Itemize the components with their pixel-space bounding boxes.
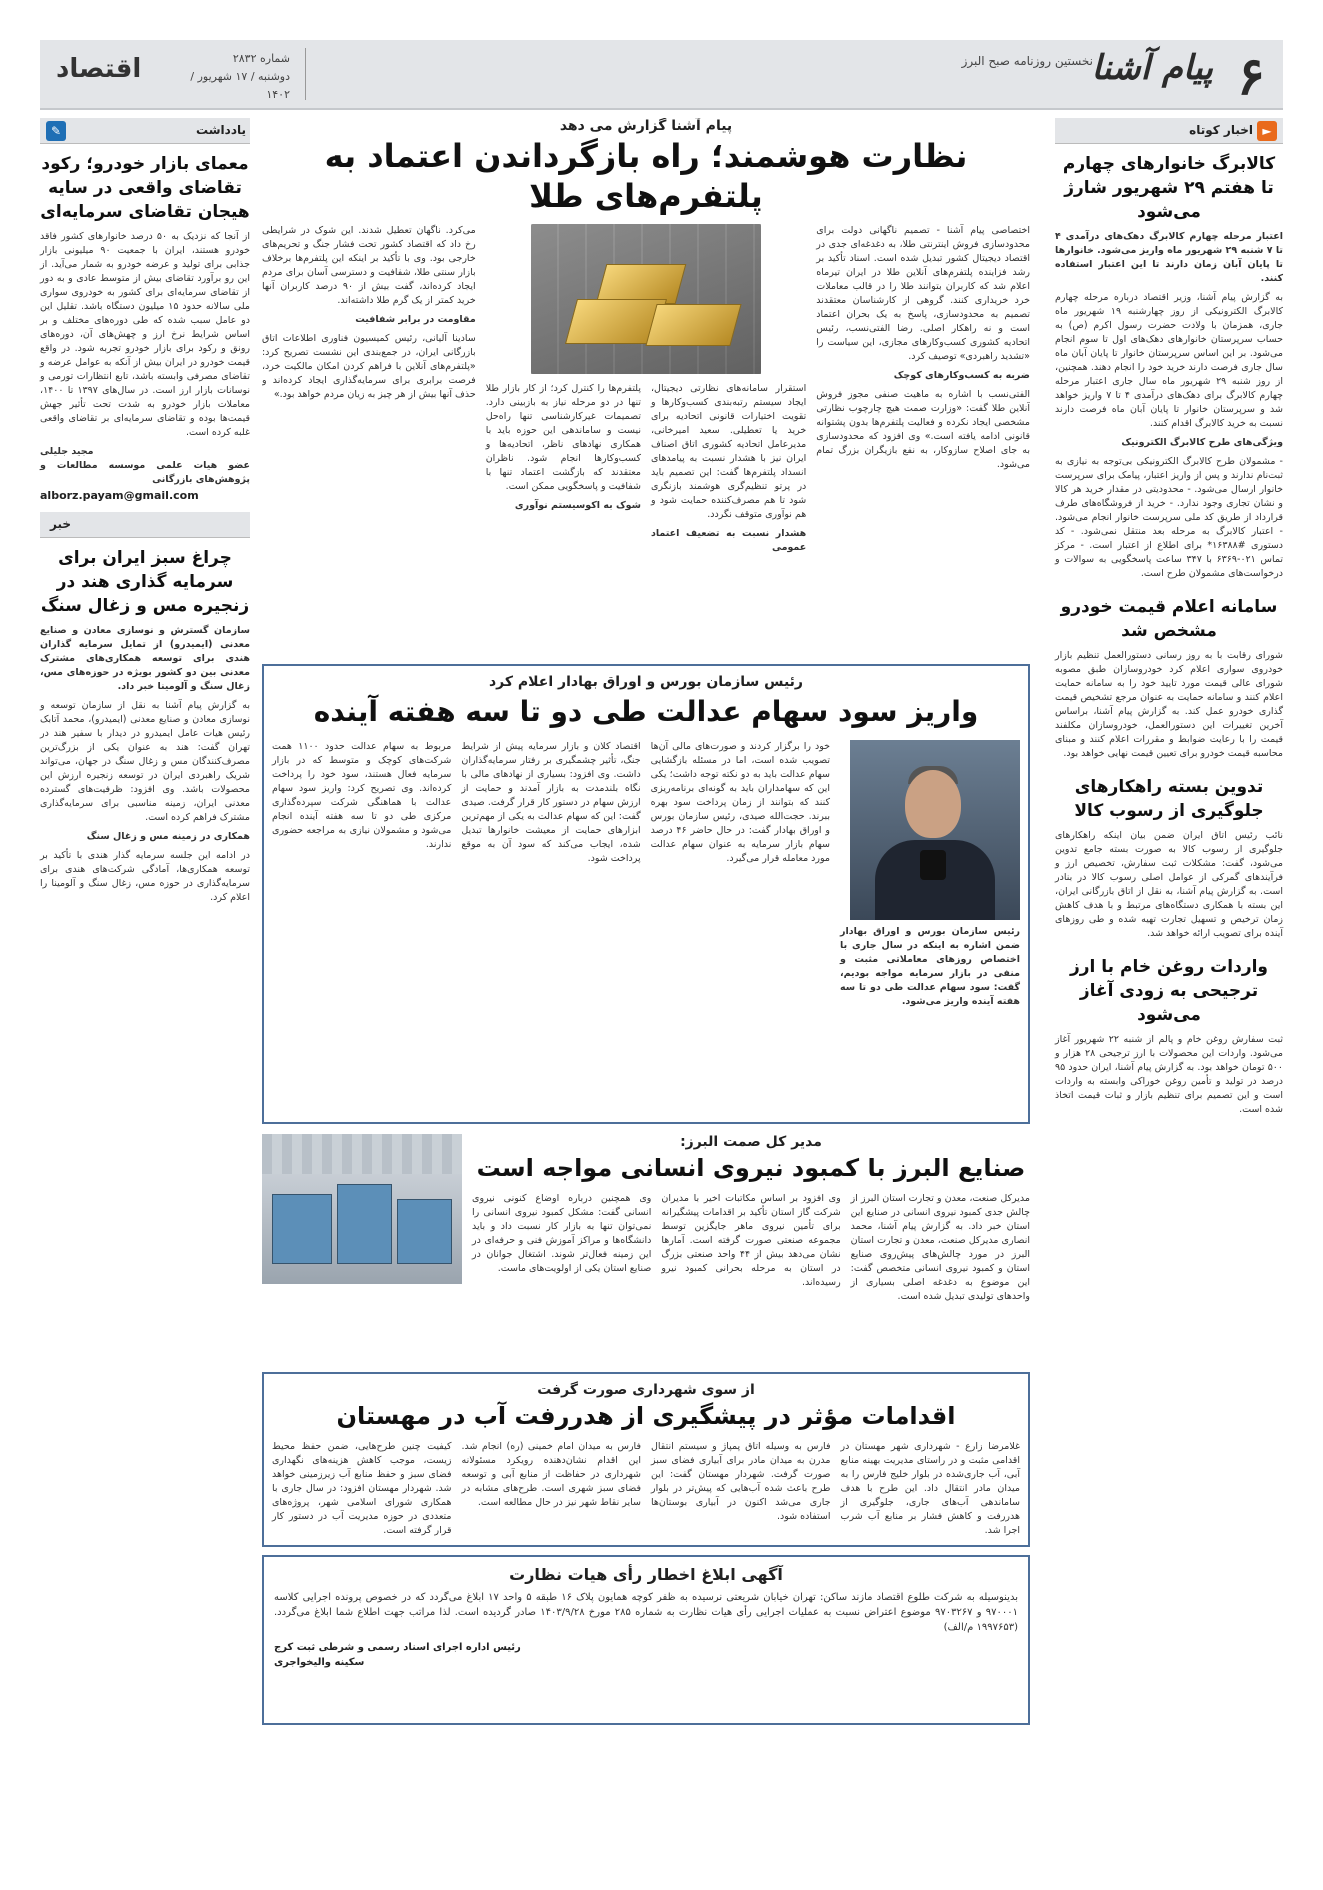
story-body-kalabarg: به گزارش پیام آشنا، وزیر اقتصاد درباره مرحله چهارم کالابرگ الکترونیکی از روز چهارشنبه ۱۹ شهریور ماه جاری، همزمان با ولادت حضرت رسول اکرم (ص) به حساب سرپرستان خانوارهای دهک‌های اول تا سوم انجام می‌شود. بر این اساس سرپرستان خانوار تا پایان آبان ماه سال جاری فرصت دارند خرید خود را انجام دهند. همچنین، از روز شنبه ۲۹ شهریور ماه سال جاری اعتبار مرحله چهارم کالابرگ برای دهک‌های درآمدی ۴ تا ۷ واریز خواهد شد و سرپرستان خانوار تا پایان آبان ماه فرصت دارند نسبت به خرید کالابرگ اقدام کنند. bbox=[1055, 292, 1284, 429]
gold-col4-text: می‌کرد. ناگهان تعطیل شدند. این شوک در شرایطی رخ داد که اقتصاد کشور تحت فشار جنگ و تحریم‌های خارجی بود. وی با تأکید بر اینکه این پلتفرم‌ها برخلاف بازار سنتی طلا، شفافیت و دسترسی آسان برای مردم ایجاد کرده‌اند، گفت بیش از ۹۰ درصد کاربران آنها خرید کمتر از یک گرم طلا داشته‌اند. bbox=[262, 225, 476, 306]
news-label: خبر bbox=[50, 517, 72, 531]
main-column bbox=[262, 118, 1030, 1725]
dividend-col2-text: اقتصاد کلان و بازار سرمایه پیش از شرایط جنگ، تأثیر چشمگیری بر رفتار سرمایه‌گذاران داشت. وی افزود: بسیاری از نهادهای مالی با نگاه بلندمدت به بازار آمدند و حمایت از ارزش سهام در دستور کار قرار گرفت. صیدی گفت: این که سهام عدالت به یکی از مهم‌ترین ابزارهای حمایت از معیشت خانوارها تبدیل شده، ایجاب می‌کند که سود آن به موقع پرداخت شود. bbox=[461, 741, 641, 864]
alborz-headline: صنایع البرز با کمبود نیروی انسانی مواجه است bbox=[476, 1154, 1026, 1182]
section-title: اقتصاد bbox=[56, 54, 142, 84]
author-email: alborz.payam@gmail.com bbox=[40, 489, 199, 502]
mahestan-col-2 bbox=[651, 1440, 831, 1543]
gold-story-headline: نظارت هوشمند؛ راه بازگرداندن اعتماد به پلتفرم‌های طلا bbox=[324, 137, 968, 215]
story-subbody-kalabarg: - مشمولان طرح کالابرگ الکترونیکی بی‌توجه به نیازی به ثبت‌نام ندارند و پس از واریز اعتبار، پیامک برای سرپرست خانوار ارسال می‌شود. - محدودیتی در مقدار خرید هر کالا و نشان تجاری وجود ندارد. - خرید از فروشگاه‌های طرف قرارداد از طریق کد ملی سرپرست خانوار انجام می‌شود. - اعتبار کالابرگ به مرحله بعد منتقل نمی‌شود. - کد دستوری #۱۶۳۸۸* برای اطلاع از اعتبار است. - مرکز تماس ۰۲۱-۶۳۶۹ با ۳۴۷ ساعت پاسخگویی به سوالات و درخواست‌های مشمولان طرح است. bbox=[1055, 456, 1284, 579]
notice-title: آگهی ابلاغ اخطار رأی هیات نظارت bbox=[509, 1565, 783, 1584]
dividend-story bbox=[262, 664, 1030, 1124]
gold-col3-subtitle: شوک به اکوسیستم نوآوری bbox=[514, 500, 641, 511]
story-title-crude-oil: واردات روغن خام با ارز ترجیحی به زودی آغاز می‌شود bbox=[1069, 957, 1268, 1025]
story-lead-kalabarg: اعتبار مرحله چهارم کالابرگ دهک‌های درآمدی ۴ تا ۷ شنبه ۲۹ شهریور ماه واریز می‌شود. خانوارها تا پایان آبان زمان دارند تا این اعتبار استفاده کنند. bbox=[1055, 231, 1283, 284]
story-body-crude-oil: ثبت سفارش روغن خام و پالم از شنبه ۲۲ شهریور آغاز می‌شود. واردات این محصولات با ارز ترجیحی ۲۸ هزار و ۵۰۰ تومان خواهد بود. به گزارش پیام آشنا، ایران حدود ۹۵ درصد در تولید و تأمین روغن خوراکی وابسته به واردات است و این تصمیم برای تنظیم بازار و ثبات قیمت اتخاذ شده است. bbox=[1055, 1034, 1283, 1115]
megaphone-icon: ► bbox=[1257, 121, 1277, 141]
dividend-col3-text: مربوط به سهام عدالت حدود ۱۱۰۰ همت شرکت‌های کوچک و متوسط که در بازار سرمایه فعال هستند، سود خود را پرداخت کرده‌اند. وی تصریح کرد: واریز سود سهام عدالت با هماهنگی شرکت سپرده‌گذاری مرکزی طی دو تا سه هفته آینده انجام می‌شود و مشمولان نیازی به مراجعه حضوری ندارند. bbox=[272, 741, 452, 850]
opinion-label: یادداشت bbox=[196, 123, 246, 137]
news-tab bbox=[40, 512, 250, 538]
india-news-title: چراغ سبز ایران برای سرمایه گذاری هند در زنجیره مس و زغال سنگ bbox=[40, 548, 250, 616]
issue-date: دوشنبه / ۱۷ شهریور / ۱۴۰۲ bbox=[190, 70, 290, 101]
gold-story-kicker: پیام آشنا گزارش می دهد bbox=[559, 118, 733, 134]
issue-meta bbox=[170, 50, 290, 104]
alborz-col3-text: وی همچنین درباره اوضاع کنونی نیروی انسانی گفت: مشکل کمبود نیروی انسانی را نمی‌توان تنها به بازار کار نسبت داد و باید دانشگاه‌ها و مراکز آموزش فنی و حرفه‌ای در این زمینه فعال‌تر شوند. اشتغال جوانان در صنایع استان یکی از اولویت‌های ماست. bbox=[472, 1193, 652, 1274]
gold-bars-photo bbox=[531, 224, 761, 374]
gold-col1b-text: الفتی‌نسب با اشاره به ماهیت صنفی مجوز فروش آنلاین طلا گفت: «وزارت صمت هیچ چارچوب نظارتی مشخصی ایجاد نکرده و فعالیت پلتفرم‌ها بدون پشتوانه قانونی ادامه یافته است.» وی افزود که محدودسازی به جای اصلاح سازوکار، به نفع بازیگران بزرگ تمام می‌شود. bbox=[816, 389, 1030, 470]
alborz-col-3 bbox=[472, 1192, 651, 1309]
gold-col3-text: پلتفرم‌ها را کنترل کرد؛ از کار بازار طلا تنها در دو مرحله نیاز به بازبینی دارد. تصمیمات غیرکارشناسی تنها راه‌حل نیست و ساماندهی این حوزه باید با همکاری نهادهای ناظر، اتحادیه‌ها و کسب‌وکارها انجام شود. ناظران معتقدند که بازگشت اعتماد تنها با شفافیت و پاسخگویی ممکن است. bbox=[485, 383, 641, 492]
story-body-car-price: شورای رقابت با به روز رسانی دستورالعمل تنظیم بازار خودروی سواری اعلام کرد خودروسازان طبق مصوبه شورای عالی قیمت مورد تایید خود را به سامانه حمایت اعلام کنند و سامانه حمایت به عنوان مرجع تشخیص قیمت گذاری خودرو عمل کند. به گزارش پیام آشنا، براساس آخرین تغییرات این دستورالعمل، خودروسازان مکلفند قیمت را با رعایت ضوابط و مقررات اعلام کنند و مبنای محاسبه قیمت خودرو برای تعیین قیمت نهایی خواهد بود. bbox=[1055, 650, 1283, 759]
gold-col4-subtitle: مقاومت در برابر شفافیت bbox=[355, 314, 476, 325]
mahestan-col4-text: کیفیت چنین طرح‌هایی، ضمن حفظ محیط زیست، موجب کاهش هزینه‌های نگهداری فضای سبز و حفظ منابع آب زیرزمینی خواهد شد. شهردار مهستان افزود: در سال جاری با همکاری شورای اسلامی شهر، پروژه‌های متعددی در حوزه مدیریت آب در دستور کار قرار گرفته است. bbox=[272, 1441, 452, 1536]
gold-story-center bbox=[486, 224, 807, 560]
alborz-col-1 bbox=[851, 1192, 1030, 1309]
mahestan-kicker: از سوی شهرداری صورت گرفت bbox=[537, 1382, 755, 1398]
mahestan-col3-text: فارس به میدان امام خمینی (ره) انجام شد. این اقدام نشان‌دهنده رویکرد مسئولانه شهرداری در حفاظت از منابع آبی و توسعه فضای سبز شهری است. طرح‌های مشابه در سایر نقاط شهر نیز در حال مطالعه است. bbox=[461, 1441, 641, 1508]
dividend-col-3 bbox=[272, 740, 451, 1014]
gold-platform-story bbox=[262, 118, 1030, 658]
mahestan-water-story bbox=[262, 1372, 1030, 1547]
india-news-lead: سازمان گسترش و نوسازی معادن و صنایع معدنی (ایمیدرو) از تمایل سرمایه گذاران هندی برای توسعه همکاری‌های مشترک معدنی بین دو کشور بویژه در حوزه‌های مس، زغال سنگ و آلومینا خبر داد. bbox=[40, 625, 250, 692]
factory-photo bbox=[262, 1134, 462, 1284]
story-title-kalabarg: کالابرگ خانوارهای چهارم تا هفتم ۲۹ شهریور شارژ می‌شود bbox=[1062, 154, 1276, 222]
gold-col4b-text: سادینا آلیانی، رئیس کمیسیون فناوری اطلاعات اتاق بازرگانی ایران، در جمع‌بندی این نشست تصریح کرد: «پلتفرم‌های آنلاین با فراهم کردن امکان مالکیت خرد، فرصت برابری برای سرمایه‌گذاری ایجاد کرده‌اند و حذف آنها بیش از هر چیز به زیان مردم خواهد بود.» bbox=[262, 333, 476, 400]
note-author: مجید جلیلی bbox=[40, 446, 94, 457]
masthead-divider bbox=[305, 48, 306, 100]
short-news-sidebar bbox=[1055, 118, 1283, 1122]
mahestan-col-3 bbox=[462, 1440, 642, 1543]
opinion-tab bbox=[40, 118, 250, 144]
mahestan-headline: اقدامات مؤثر در پیشگیری از هدررفت آب در مهستان bbox=[336, 1402, 956, 1430]
legal-notice bbox=[262, 1555, 1030, 1725]
masthead bbox=[40, 40, 1283, 110]
mahestan-col-4 bbox=[272, 1440, 452, 1543]
mahestan-col-1 bbox=[841, 1440, 1021, 1543]
note-author-org: عضو هیات علمی موسسه مطالعات و پژوهش‌های بازرگانی bbox=[40, 460, 250, 485]
notice-signature-office: رئیس اداره اجرای اسناد رسمی و شرطی ثبت کرج bbox=[274, 1642, 521, 1653]
gold-story-col-2 bbox=[651, 382, 806, 560]
dividend-headline: واریز سود سهام عدالت طی دو تا سه هفته آینده bbox=[313, 695, 979, 728]
note-title: معمای بازار خودرو؛ رکود تقاضای واقعی در سایه هیجان تقاضای سرمایه‌ای bbox=[40, 154, 250, 222]
gold-col2-subtitle: هشدار نسبت به تضعیف اعتماد عمومی bbox=[650, 528, 807, 553]
alborz-col2-text: وی افزود بر اساس مکاتبات اخیر با مدیران شرکت گاز استان تأکید بر اقدامات پیشگیرانه برای تأمین نیروی ماهر جایگزین توسط مجموعه صنعتی صورت گرفته است. آمارها نشان می‌دهد بیش از ۴۴ واحد صنعتی بزرگ در استان به مرحله بحرانی کمبود نیرو رسیده‌اند. bbox=[661, 1193, 841, 1288]
note-body: از آنجا که نزدیک به ۵۰ درصد خانوارهای کشور فاقد خودرو هستند، ایران با جمعیت ۹۰ میلیونی بازار جذابی برای تولید و عرضه خودرو به شمار می‌آید. از این رو برآورد تقاضای بیش از متوسط عادی و به دور از تقاضای سرمایه‌ای برای کشور به خودروی سواری ملی سالانه حدود ۱۵ میلیون دستگاه باشد. تقلیل این دو عامل سبب شده که طی دوره‌های مختلف و بر اساس شرایط نرخ ارز و چهش‌های آن، دوره‌های رونق و رکود برای بازار خودرو تجربه شود. در واقع قیمت خودرو در ایران بیش از آنکه به عوامل عرضه و تقاضای مصرفی وابسته باشد، تابع انتظارات تورمی و نوسانات بازار ارز است. در سال‌های ۱۳۹۷ تا ۱۴۰۰، معاملات بازار خودرو به شدت تحت تأثیر جهش قیمت‌ها بوده و تقاضای سرمایه‌ای بر تقاضای واقعی غلبه کرده است. bbox=[40, 231, 251, 438]
short-news-tab bbox=[1055, 118, 1283, 144]
dividend-photo-column bbox=[840, 740, 1020, 1014]
alborz-kicker: مدیر کل صمت البرز: bbox=[680, 1134, 822, 1150]
short-news-label: اخبار کوتاه bbox=[1189, 123, 1253, 137]
dividend-col1-text: خود را برگزار کردند و صورت‌های مالی آن‌ها تصویب شده است، اما در مسئله بازگشایی سهام عدالت باید به دو نکته توجه داشت؛ یکی این که سهامداران باید به گونه‌ای برنامه‌ریزی کنند که بتوانند از زمان پرداخت سود بهره ببرند. حجت‌الله صیدی، رئیس سازمان بورس و اوراق بهادار گفت: در حال حاضر ۴۶ درصد سهام بازار سرمایه به عنوان سهام عدالت مورد معامله قرار می‌گیرد. bbox=[650, 741, 830, 864]
notepad-icon: ✎ bbox=[46, 121, 66, 141]
notice-body: بدینوسیله به شرکت طلوع اقتصاد مازند ساکن: تهران خیابان شریعتی نرسیده به ظفر کوچه همایون پلاک ۱۶ طبقه ۵ واحد ۱۷ ابلاغ می‌گردد که در خصوص پرونده اجرایی کلاسه ۹۷۰۰۰۱ و ۹۷۰۳۲۶۷ موضوع اعتراض نسبت به عملیات اجرایی رأی هیات نظارت به شماره ۲۸۵ مورخ ۱۴۰۳/۹/۲۸ صادر گردیده است. لذا مراتب جهت اطلاع شما ابلاغ می‌گردد. (۱۹۹۷۶۵۳ م/الف) bbox=[274, 1592, 1019, 1633]
alborz-story-text bbox=[472, 1134, 1030, 1309]
newspaper-logo: پیام آشنا bbox=[1091, 48, 1213, 88]
alborz-industry-story bbox=[262, 1134, 1030, 1364]
official-portrait-photo bbox=[850, 740, 1020, 920]
story-subtitle-kalabarg: ویژگی‌های طرح کالابرگ الکترونیک bbox=[1121, 437, 1283, 448]
story-title-car-price: سامانه اعلام قیمت خودرو مشخص شد bbox=[1060, 597, 1278, 641]
india-news-body: به گزارش پیام آشنا به نقل از سازمان توسعه و نوسازی معادن و صنایع معدنی (ایمیدرو)، محمد آتابک رئیس هیات عامل ایمیدرو در دیدار با سفیر هند در تهران گفت: هند به عنوان یکی از بزرگ‌ترین مصرف‌کنندگان مس و زغال سنگ در جهان، می‌تواند شریک راهبردی ایران در توسعه زنجیره ارزش این محصولات باشد. وی افزود: ظرفیت‌های گسترده معدنی ایران، زمینه مناسبی برای سرمایه‌گذاری مشترک فراهم کرده است. bbox=[40, 700, 250, 823]
story-body-goods-deposit: نائب رئیس اتاق ایران ضمن بیان اینکه راهکارهای جلوگیری از رسوب کالا به صورت بسته جامع تدوین می‌شود، گفت: مشکلات ثبت سفارش، تخصیص ارز و فرآیندهای گمرکی از عوامل اصلی رسوب کالا در بنادر است. به گزارش پیام آشنا، به نقل از اتاق بازرگانی ایران، این بسته با همکاری دستگاه‌های مرتبط و با هدف کاهش زمان ترخیص و تسهیل تجارت تهیه شده و طی روزهای آینده برای تصویب ارائه خواهد شد. bbox=[1055, 830, 1283, 939]
newspaper-tagline: نخستین روزنامه صبح البرز bbox=[961, 54, 1093, 68]
gold-story-col-1 bbox=[816, 224, 1030, 560]
dividend-photo-caption: رئیس سازمان بورس و اوراق بهادار ضمن اشاره به اینکه در سال جاری با اختصاص روزهای معاملاتی مثبت و منفی در بازار سرمایه مواجه بودیم، گفت: سود سهام عدالت طی دو تا سه هفته آینده واریز می‌شود. bbox=[840, 926, 1020, 1007]
notice-signature-name: سکینه والیخواجری bbox=[274, 1657, 365, 1668]
gold-story-col-4 bbox=[262, 224, 476, 560]
gold-col1-subtitle: ضربه به کسب‌وکارهای کوچک bbox=[893, 370, 1030, 381]
dividend-kicker: رئیس سازمان بورس و اوراق بهادار اعلام کرد bbox=[489, 674, 803, 690]
opinion-sidebar bbox=[40, 118, 250, 910]
story-title-goods-deposit: تدوین بسته راهکارهای جلوگیری از رسوب کالا bbox=[1074, 777, 1264, 821]
india-news-subtitle: همکاری در زمینه مس و زغال سنگ bbox=[86, 831, 250, 842]
dividend-col-1 bbox=[651, 740, 830, 1014]
india-news-subbody: در ادامه این جلسه سرمایه گذار هندی با تأکید بر توسعه همکاری‌ها، آمادگی شرکت‌های هندی برای سرمایه‌گذاری در حوزه مس، زغال سنگ و آلومینا را اعلام کرد. bbox=[40, 850, 250, 903]
mahestan-col1-text: غلامرضا زارع - شهرداری شهر مهستان در اقدامی مثبت و در راستای مدیریت بهینه منابع آبی، آب جاری‌شده در بلوار خلیج فارس را به میدان مادر انتقال داد. این طرح با هدف ساماندهی آب‌های جاری، جلوگیری از هدررفت و کاهش فشار بر منابع آب شرب اجرا شد. bbox=[840, 1441, 1020, 1536]
alborz-col-2 bbox=[661, 1192, 840, 1309]
issue-number: شماره ۲۸۳۲ bbox=[232, 52, 290, 65]
gold-story-col-3 bbox=[486, 382, 641, 560]
page-number: ۶ bbox=[1237, 46, 1265, 107]
alborz-col1-text: مدیرکل صنعت، معدن و تجارت استان البرز از چالش جدی کمبود نیروی انسانی در صنایع این استان خبر داد. به گزارش پیام آشنا، محمد انصاری مدیرکل صنعت، معدن و تجارت استان البرز در مورد چالش‌های پیش‌روی صنایع استان و کمبود نیروی انسانی متخصص گفت: این موضوع به دغدغه اصلی بسیاری از واحدهای تولیدی تبدیل شده است. bbox=[850, 1193, 1030, 1302]
gold-col2-text: استقرار سامانه‌های نظارتی دیجیتال، ایجاد سیستم رتبه‌بندی کسب‌وکارها و تقویت اختیارات قانونی اتحادیه برای خرید یا تعطیلی. سعید امیرخانی، مدیرعامل اتحادیه کشوری اتاق اصناف ایران نیز با هشدار نسبت به پیامدهای انسداد پلتفرم‌ها گفت: این تصمیم باید در پرتو تنظیم‌گری هوشمند بازنگری شود تا هم مصرف‌کننده حمایت شود و هم نوآوری متوقف نگردد. bbox=[650, 383, 807, 520]
mahestan-col2-text: فارس به وسیله اتاق پمپاژ و سیستم انتقال مدرن به میدان مادر برای آبیاری فضای سبز صورت گرفت. شهردار مهستان گفت: این طرح باعث شده آب‌هایی که پیش‌تر در بلوار جاری می‌شد اکنون در آبیاری بوستان‌ها استفاده شود. bbox=[651, 1441, 831, 1522]
dividend-col-2 bbox=[461, 740, 640, 1014]
gold-col1-text: اختصاصی پیام آشنا - تصمیم ناگهانی دولت برای محدودسازی فروش اینترنتی طلا، به دغدغه‌ای جدی در اقتصاد دیجیتال کشور تبدیل شده است. اسناد تأکید بر رشد فزاینده پلتفرم‌های آنلاین طلا در ایران تیرماه اعلام شد که کاربران بتوانند طلا را در قالب معاملات خرد خریداری کنند. گروهی از کارشناسان معتقدند تصمیم به محدودسازی، پاسخ به یک بحران اعتماد است و نه راهکار اصلی. رضا الفتی‌نسب، رئیس اتحادیه کشوری کسب‌وکارهای مجازی، این سیاست را «تشدید راهبردی» توصیف کرد. bbox=[816, 225, 1030, 362]
